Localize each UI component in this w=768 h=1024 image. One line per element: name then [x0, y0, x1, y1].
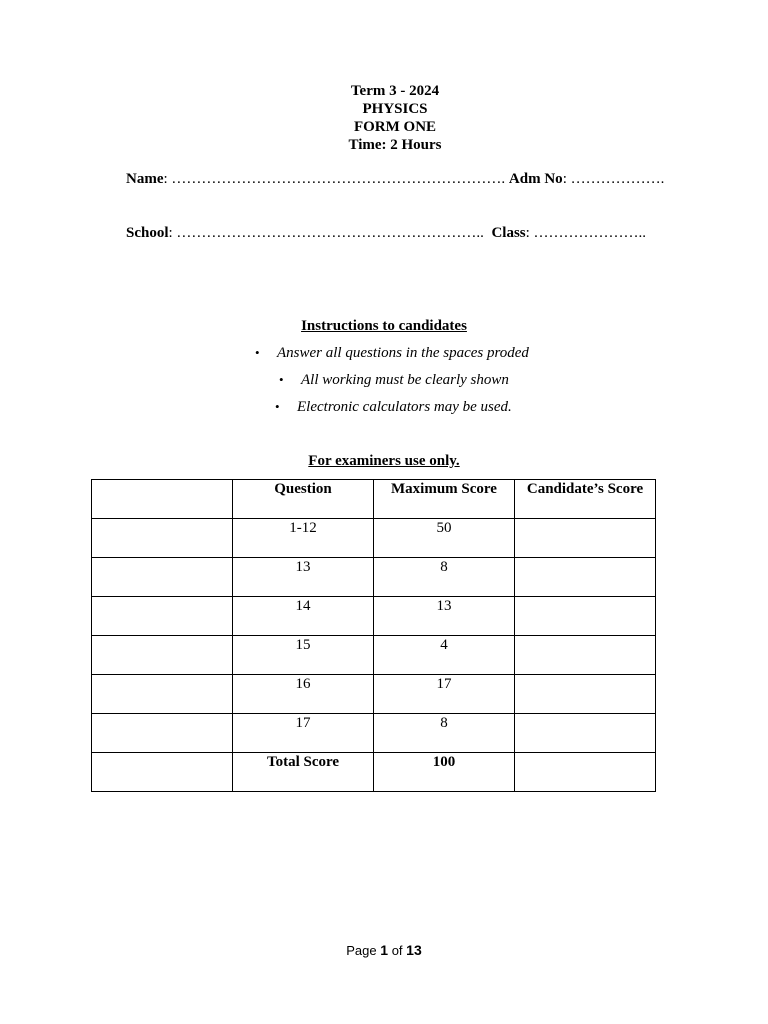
question-cell: 13 — [233, 558, 374, 597]
instruction-item — [275, 399, 512, 416]
candidate-score-cell — [515, 597, 656, 636]
exam-header — [0, 82, 768, 154]
table-row — [92, 519, 656, 558]
row-blank-cell — [92, 675, 233, 714]
instructions-title: Instructions to candidates — [301, 318, 467, 334]
max-score-cell: 50 — [374, 519, 515, 558]
exam-form: FORM ONE — [353, 119, 437, 135]
total-label-cell: Total Score — [233, 753, 374, 792]
school-class-line — [126, 225, 646, 242]
school-label: School — [126, 225, 169, 241]
question-cell: 17 — [233, 714, 374, 753]
max-score-cell: 8 — [374, 714, 515, 753]
bullet-icon: • — [275, 399, 280, 414]
row-blank-cell — [92, 714, 233, 753]
row-blank-cell — [92, 753, 233, 792]
candidate-total-cell — [515, 753, 656, 792]
page-total: 13 — [406, 942, 422, 958]
max-score-cell: 17 — [374, 675, 515, 714]
instruction-item — [255, 345, 529, 362]
table-row — [92, 714, 656, 753]
bullet-icon: • — [279, 372, 284, 387]
school-field: : …………………………………………………….. — [168, 225, 484, 241]
instruction-text: Electronic calculators may be used. — [297, 399, 512, 415]
max-score-cell: 4 — [374, 636, 515, 675]
candidate-score-cell — [515, 636, 656, 675]
row-blank-cell — [92, 597, 233, 636]
row-blank-cell — [92, 636, 233, 675]
question-cell: 14 — [233, 597, 374, 636]
instruction-text: All working must be clearly shown — [301, 372, 509, 388]
score-table — [91, 479, 656, 792]
table-total-row — [92, 753, 656, 792]
name-adm-line — [126, 171, 664, 188]
page-number: 1 — [380, 942, 389, 958]
candidate-score-cell — [515, 675, 656, 714]
page-word: Page — [346, 943, 377, 958]
max-score-cell: 8 — [374, 558, 515, 597]
table-row — [92, 675, 656, 714]
name-field: : …………………………………………………………. — [163, 171, 506, 187]
exam-term: Term 3 - 2024 — [350, 83, 440, 99]
row-blank-cell — [92, 558, 233, 597]
bullet-icon: • — [255, 345, 260, 360]
class-field: : ………………….. — [525, 225, 647, 241]
total-max-cell: 100 — [374, 753, 515, 792]
adm-field: : ………………. — [562, 171, 665, 187]
page-footer — [0, 942, 768, 958]
table-row — [92, 636, 656, 675]
table-row — [92, 558, 656, 597]
candidate-score-cell — [515, 714, 656, 753]
header-cell-candidate-score: Candidate’s Score — [515, 480, 656, 519]
question-cell: 1-12 — [233, 519, 374, 558]
exam-time: Time: 2 Hours — [348, 137, 442, 153]
table-header-row — [92, 480, 656, 519]
table-row — [92, 597, 656, 636]
of-word: of — [391, 943, 403, 958]
question-cell: 15 — [233, 636, 374, 675]
candidate-score-cell — [515, 558, 656, 597]
instruction-item — [279, 372, 509, 389]
class-label: Class — [491, 225, 526, 241]
exam-subject: PHYSICS — [362, 101, 428, 117]
question-cell: 16 — [233, 675, 374, 714]
instruction-text: Answer all questions in the spaces proded — [277, 345, 529, 361]
candidate-score-cell — [515, 519, 656, 558]
row-blank-cell — [92, 519, 233, 558]
header-cell-blank — [92, 480, 233, 519]
header-cell-question: Question — [233, 480, 374, 519]
examiners-title: For examiners use only. — [308, 453, 460, 469]
max-score-cell: 13 — [374, 597, 515, 636]
name-label: Name — [126, 171, 164, 187]
adm-label: Adm No — [508, 171, 563, 187]
header-cell-max-score: Maximum Score — [374, 480, 515, 519]
